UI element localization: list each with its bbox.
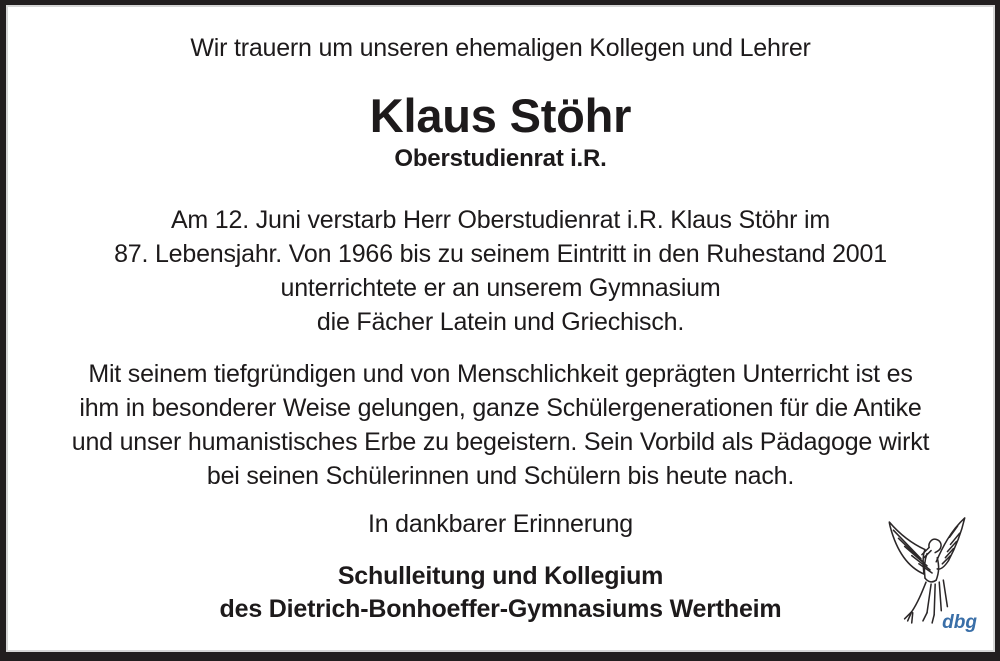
- text-line: die Fächer Latein und Griechisch.: [316, 308, 685, 336]
- logo-text: dbg: [942, 612, 977, 633]
- signature-block: [8, 560, 993, 626]
- text-line: bei seinen Schülerinnen und Schülern bis heute nach.: [206, 462, 795, 490]
- text-line: Mit seinem tiefgründigen und von Menschlichkeit geprägten Unterricht ist es: [88, 360, 913, 388]
- intro-line: Wir trauern um unseren ehemaligen Kollegen und Lehrer: [190, 34, 811, 62]
- deceased-name: Klaus Stöhr: [369, 89, 632, 142]
- text-line: Am 12. Juni verstarb Herr Oberstudienrat i.R. Klaus Stöhr im: [170, 206, 831, 234]
- deceased-title: Oberstudienrat i.R.: [394, 145, 607, 172]
- paragraph-tribute: [8, 357, 993, 493]
- school-logo: [873, 512, 979, 636]
- signature-line: Schulleitung und Kollegium: [337, 562, 664, 590]
- signature-line: des Dietrich-Bonhoeffer-Gymnasiums Wertheim: [219, 595, 782, 623]
- closing-line: In dankbarer Erinnerung: [367, 510, 634, 538]
- text-line: unterrichtete er an unserem Gymnasium: [280, 274, 721, 302]
- paragraph-biography: [8, 203, 993, 339]
- notice-content: [6, 5, 995, 652]
- text-line: ihm in besonderer Weise gelungen, ganze Schülergenerationen für die Antike: [79, 394, 922, 422]
- text-line: und unser humanistisches Erbe zu begeistern. Sein Vorbild als Pädagoge wirkt: [71, 428, 930, 456]
- text-line: 87. Lebensjahr. Von 1966 bis zu seinem Eintritt in den Ruhestand 2001: [114, 240, 887, 268]
